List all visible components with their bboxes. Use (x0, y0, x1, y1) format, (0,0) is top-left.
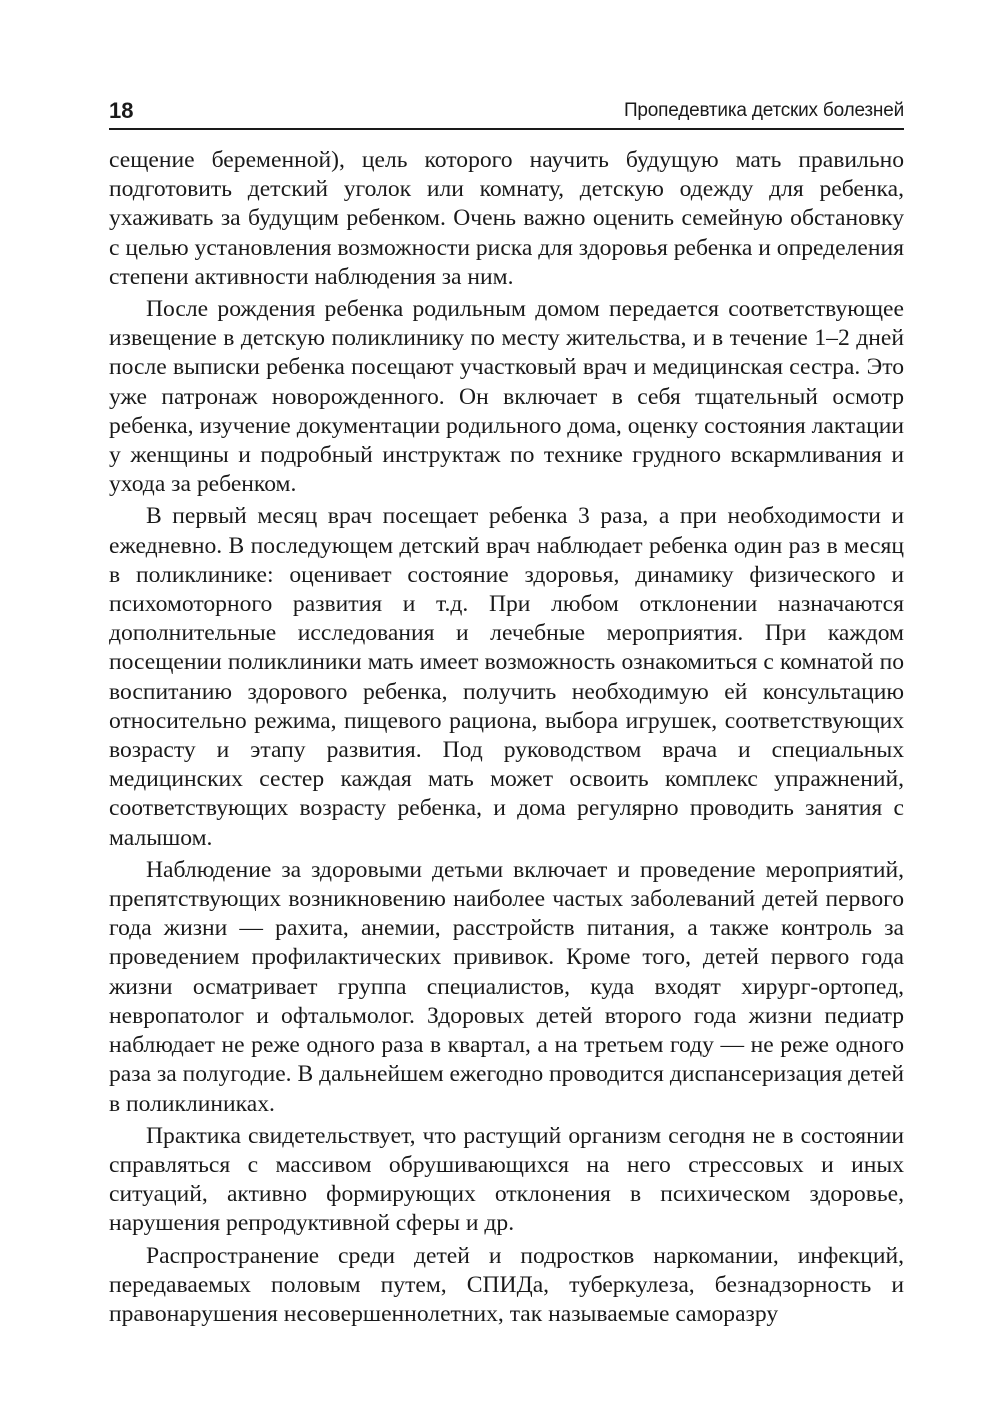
paragraph: Распространение среди детей и подростков наркомании, инфекций, передаваемых половым путем, СПИДа, туберкулеза, безнадзорность и правонарушения несовершеннолетних, так называемые саморазру (109, 1242, 904, 1327)
paragraph: В первый месяц врач посещает ребенка 3 раза, а при необходимости и ежедневно. В последующем детский врач наблюдает ребенка один раз в месяц в поликлинике: оценивает состояние здоровья, динамику физического и психомоторного развития и т.д. При любом отклонении назначаются дополнительные исследования и лечебные мероприятия. При каждом посещении поликлиники мать имеет возможность ознакомиться с комнатой по воспитанию здорового ребенка, получить необходимую ей консультацию относительно режима, пищевого рациона, выбора игрушек, соответствующих возрасту и этапу развития. Под руководством врача и специальных медицинских сестер каждая мать может освоить комплекс упражнений, соответствующих возрасту ребенка, и дома регулярно проводить занятия с малышом. (109, 503, 904, 851)
paragraph: Наблюдение за здоровыми детьми включает и проведение мероприятий, препятствующих возникновению наиболее частых заболеваний детей первого года жизни — рахита, анемии, расстройств питания, а также контроль за проведением профилактических прививок. Кроме того, детей первого года жизни осматривает группа специалистов, куда входят хирург-ортопед, невропатолог и офтальмолог. Здоровых детей второго года жизни педиатр наблюдает не реже одного раза в квартал, а на третьем году — не реже одного раза за полугодие. В дальнейшем ежегодно проводится диспансеризация детей в поликлиниках. (109, 856, 904, 1117)
running-header (109, 96, 904, 130)
book-page (109, 96, 904, 1329)
book-title: Пропедевтика детских болезней (623, 100, 904, 121)
page-number: 18 (109, 98, 134, 123)
paragraph: Практика свидетельствует, что растущий организм сегодня не в состоянии справляться с массивом обрушивающихся на него стрессовых и иных ситуаций, активно формирующих отклонения в психическом здоровье, нарушения репродуктивной сферы и др. (109, 1122, 904, 1237)
paragraph: После рождения ребенка родильным домом передается соответствующее извещение в детскую поликлинику по месту жительства, и в течение 1–2 дней после выписки ребенка посещают участковый врач и медицинская сестра. Это уже патронаж новорожденного. Он включает в себя тщательный осмотр ребенка, изучение документации родильного дома, оценку состояния лактации у женщины и подробный инструктаж по технике грудного вскармливания и ухода за ребенком. (109, 296, 904, 498)
paragraph-continuation: сещение беременной), цель которого научить будущую мать правильно подготовить детский уголок или комнату, детскую одежду для ребенка, ухаживать за будущим ребенком. Очень важно оценить семейную обстановку с целью установления возможности риска для здоровья ребенка и определения степени активности наблюдения за ним. (109, 147, 904, 290)
body-text (109, 146, 904, 1329)
